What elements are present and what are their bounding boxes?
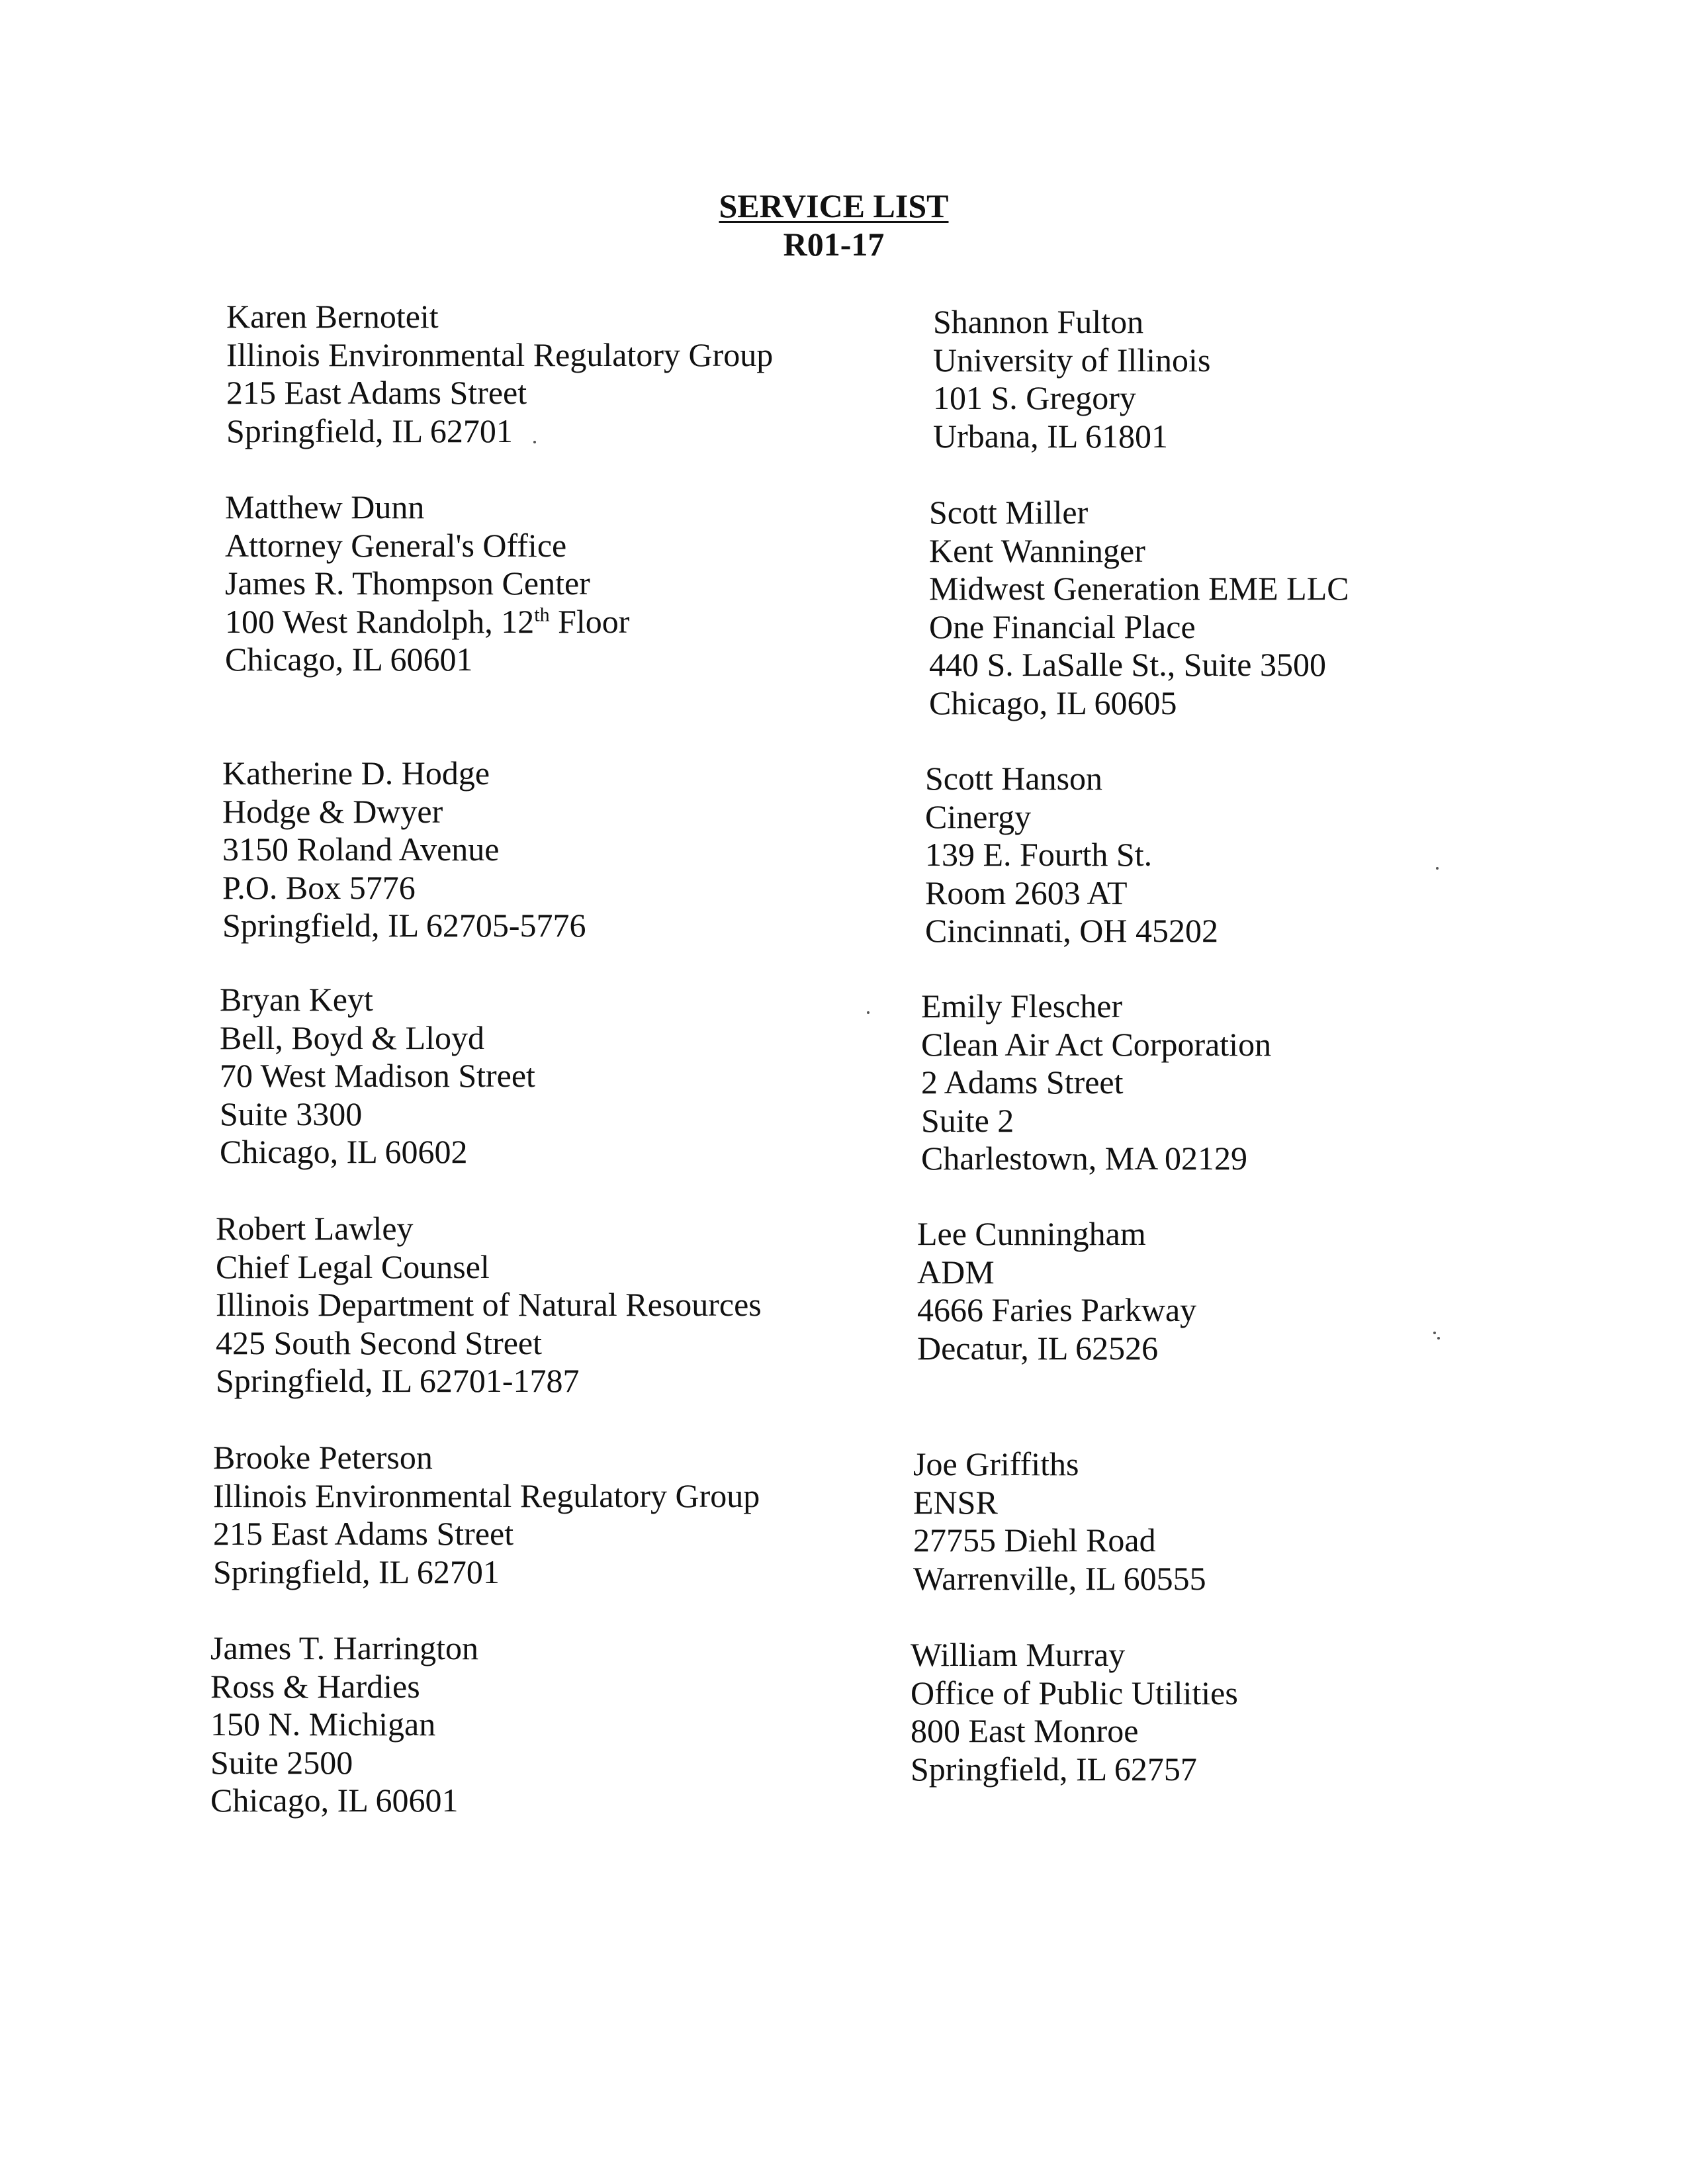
address-block	[933, 303, 1210, 455]
address-line: 3150 Roland Avenue	[222, 831, 500, 868]
address-line: Chicago, IL 60601	[210, 1782, 459, 1819]
address-line: Springfield, IL 62701	[226, 412, 513, 449]
contact-name: James T. Harrington	[210, 1629, 479, 1666]
address-block	[225, 488, 629, 679]
address-line: 4666 Faries Parkway	[917, 1291, 1197, 1328]
address-line: 215 East Adams Street	[226, 374, 527, 411]
address-line: 440 S. LaSalle St., Suite 3500	[929, 646, 1326, 683]
scan-speck	[533, 441, 536, 443]
address-line: Clean Air Act Corporation	[921, 1025, 1272, 1063]
address-line: Springfield, IL 62705-5776	[222, 907, 586, 944]
address-line: ENSR	[913, 1483, 998, 1521]
address-line: Springfield, IL 62701-1787	[216, 1362, 580, 1399]
address-line: James R. Thompson Center	[225, 565, 590, 602]
address-line: Chief Legal Counsel	[216, 1248, 490, 1285]
address-line: Springfield, IL 62701	[213, 1553, 500, 1590]
address-line: 70 West Madison Street	[220, 1057, 535, 1094]
address-line: 101 S. Gregory	[933, 379, 1136, 416]
contact-name: Lee Cunningham	[917, 1215, 1146, 1252]
address-block	[913, 1445, 1206, 1598]
address-line: Attorney General's Office	[225, 526, 567, 564]
contact-name: Brooke Peterson	[213, 1439, 433, 1476]
address-block	[213, 1439, 760, 1591]
scan-speck	[1436, 867, 1439, 870]
address-block	[216, 1210, 762, 1400]
address-block	[917, 1215, 1196, 1367]
address-line: Urbana, IL 61801	[933, 417, 1168, 455]
address-line: Illinois Environmental Regulatory Group	[213, 1477, 760, 1514]
address-line: Suite 2500	[210, 1743, 353, 1781]
address-line: 425 South Second Street	[216, 1324, 543, 1361]
contact-name: Scott Miller	[929, 494, 1089, 531]
contact-name: Bryan Keyt	[220, 981, 373, 1018]
address-line: Chicago, IL 60601	[225, 641, 473, 678]
address-line: 139 E. Fourth St.	[925, 836, 1153, 873]
address-line: Suite 3300	[220, 1095, 363, 1132]
contact-name: William Murray	[911, 1636, 1126, 1673]
address-block	[929, 494, 1349, 722]
page-title: SERVICE LIST	[719, 187, 949, 224]
address-line: Warrenville, IL 60555	[913, 1559, 1206, 1597]
address-line: 150 N. Michigan	[210, 1706, 436, 1743]
contact-name: Robert Lawley	[216, 1210, 414, 1247]
address-line: One Financial Place	[929, 608, 1196, 645]
address-line: ADM	[917, 1253, 995, 1291]
scan-speck	[1433, 1332, 1436, 1334]
address-line: Midwest Generation EME LLC	[929, 570, 1349, 607]
address-line: Ross & Hardies	[210, 1667, 420, 1705]
address-line: 27755 Diehl Road	[913, 1522, 1156, 1559]
address-line: Cinergy	[925, 797, 1032, 835]
address-line: 2 Adams Street	[921, 1064, 1124, 1101]
address-line: Hodge & Dwyer	[222, 792, 443, 830]
address-line: P.O. Box 5776	[222, 868, 416, 906]
superscript: th	[534, 603, 550, 625]
contact-name: Scott Hanson	[925, 760, 1103, 797]
address-line: Springfield, IL 62757	[911, 1750, 1197, 1788]
address-line: Charlestown, MA 02129	[921, 1140, 1248, 1177]
address-line: Illinois Environmental Regulatory Group	[226, 336, 774, 373]
address-line: Suite 2	[921, 1101, 1014, 1139]
scan-speck	[1437, 1337, 1440, 1340]
docket-number: R01-17	[783, 226, 885, 263]
contact-name: Matthew Dunn	[225, 488, 425, 525]
address-line: Kent Wanninger	[929, 531, 1145, 569]
contact-name: Shannon Fulton	[933, 303, 1144, 340]
address-line: Bell, Boyd & Lloyd	[220, 1019, 484, 1056]
contact-name: Karen Bernoteit	[226, 298, 439, 335]
contact-name: Joe Griffiths	[913, 1445, 1079, 1482]
address-block	[226, 298, 773, 450]
address-line: Chicago, IL 60602	[220, 1133, 468, 1170]
address-line: 100 West Randolph, 12th Floor	[225, 602, 630, 640]
address-block	[222, 754, 586, 945]
contact-name: Katherine D. Hodge	[222, 754, 490, 792]
address-line: University of Illinois	[933, 341, 1211, 379]
address-line: 215 East Adams Street	[213, 1515, 514, 1552]
address-line: Office of Public Utilities	[911, 1674, 1238, 1711]
address-block	[921, 987, 1271, 1178]
address-block	[911, 1636, 1238, 1788]
contact-name: Emily Flescher	[921, 987, 1123, 1024]
address-line: Chicago, IL 60605	[929, 684, 1177, 721]
address-block	[925, 760, 1218, 950]
address-block	[210, 1629, 478, 1820]
address-line: Decatur, IL 62526	[917, 1329, 1159, 1367]
address-block	[220, 981, 535, 1171]
address-line: Illinois Department of Natural Resources	[216, 1286, 762, 1323]
scan-speck	[867, 1011, 869, 1014]
address-line: Room 2603 AT	[925, 874, 1128, 911]
address-line: Cincinnati, OH 45202	[925, 912, 1219, 949]
address-line: 800 East Monroe	[911, 1712, 1139, 1749]
